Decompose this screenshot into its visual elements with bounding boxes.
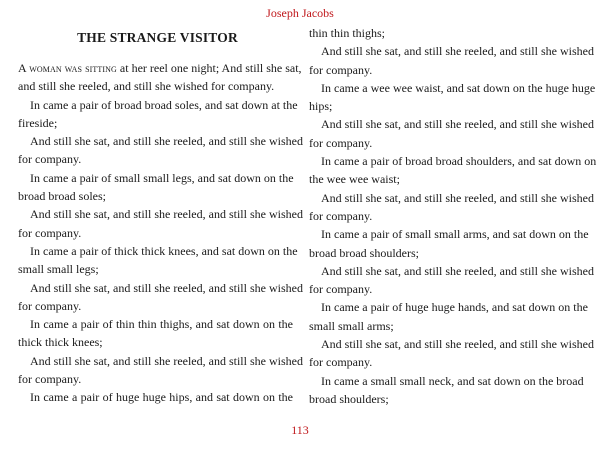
text-line: thin thin thighs;: [309, 26, 386, 40]
text-line: And still she sat, and still she reeled, and still she wished: [30, 207, 303, 222]
text-line: And still she sat, and still she reeled, and still she wished: [30, 280, 303, 295]
left-column: [18, 24, 303, 407]
text-line: for company.: [309, 208, 373, 223]
text-line: for company.: [309, 62, 373, 77]
left-text: [18, 59, 303, 407]
text-line: for company.: [18, 372, 82, 387]
text-line: broad shoulders;: [309, 391, 389, 406]
text-line: In came a pair of broad broad soles, and sat down at the: [30, 97, 298, 112]
text-line: In came a pair of broad broad shoulders, and sat down on: [321, 154, 597, 169]
text-line: small small legs;: [18, 262, 99, 277]
text-line: In came a small small neck, and sat down on the broad: [321, 373, 584, 388]
page-number: 113: [291, 423, 309, 437]
text-line: And still she sat, and still she reeled, and still she wished: [30, 353, 303, 368]
text-line: for company.: [18, 152, 82, 167]
text-line: broad broad soles;: [18, 189, 106, 204]
text-line: And still she sat, and still she reeled, and still she wished: [321, 337, 594, 352]
right-text: [309, 24, 597, 408]
text-line: for company.: [18, 298, 82, 313]
text-line: In came a wee wee waist, and sat down on the huge huge: [321, 80, 596, 95]
right-column: [309, 24, 597, 408]
text-line: In came a pair of thick thick knees, and sat down on the: [30, 243, 298, 258]
running-head: Joseph Jacobs: [266, 6, 334, 20]
text-line: And still she sat, and still she reeled, and still she wished: [321, 44, 594, 59]
story-title: THE STRANGE VISITOR: [77, 30, 238, 45]
text-line: A woman was sitting at her reel one night; And still she sat,: [18, 61, 302, 75]
text-line: for company.: [18, 225, 82, 240]
text-line: fireside;: [18, 115, 58, 130]
text-line: hips;: [309, 99, 333, 114]
text-line: And still she sat, and still she reeled, and still she wished: [321, 117, 594, 132]
text-line: for company.: [309, 355, 373, 370]
text-line: the wee wee waist;: [309, 172, 400, 187]
text-line: In came a pair of huge huge hands, and sat down on the: [321, 300, 588, 315]
opening-smallcaps: A woman was sitting: [18, 61, 117, 75]
text-line: for company.: [309, 135, 373, 150]
text-line: In came a pair of huge huge hips, and sat down on the: [30, 390, 293, 405]
text-line: small small arms;: [309, 318, 394, 333]
text-line: In came a pair of small small legs, and sat down on the: [30, 170, 294, 185]
text-line: thick thick knees;: [18, 335, 103, 350]
text-line: and still she reeled, and still she wished for company.: [18, 79, 275, 94]
text-line: In came a pair of small small arms, and sat down on the: [321, 227, 589, 242]
text-line: In came a pair of thin thin thighs, and sat down on the: [30, 317, 293, 332]
text-line: for company.: [309, 282, 373, 297]
text-line: And still she sat, and still she reeled, and still she wished: [321, 263, 594, 278]
text-line: And still she sat, and still she reeled, and still she wished: [321, 190, 594, 205]
text-line: And still she sat, and still she reeled, and still she wished: [30, 134, 303, 149]
text-line: broad broad shoulders;: [309, 245, 419, 260]
